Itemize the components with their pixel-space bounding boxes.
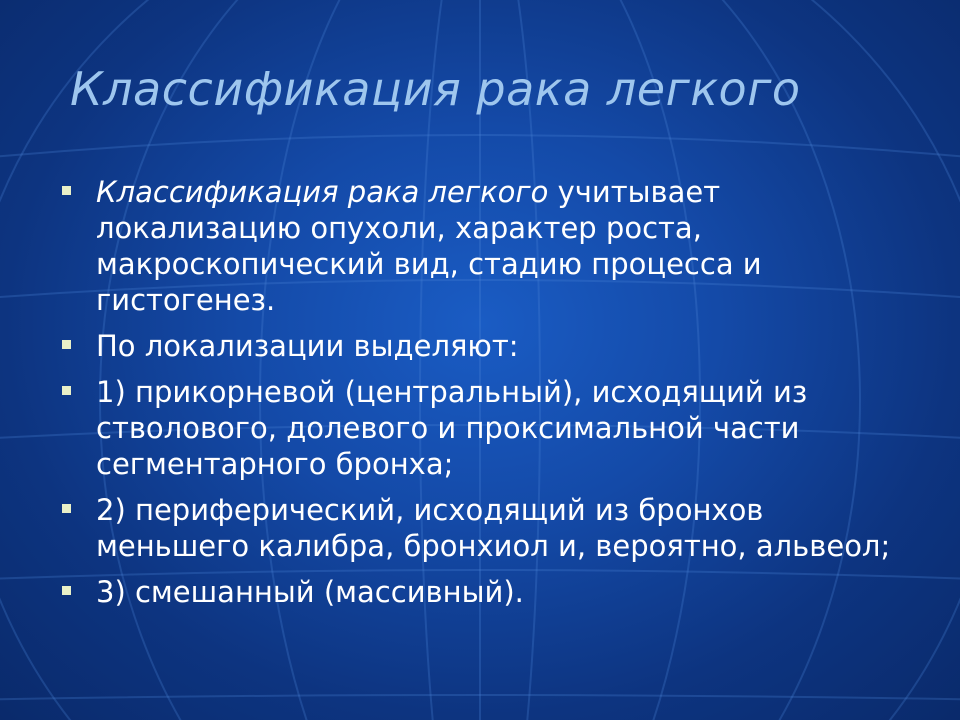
list-item: [58, 492, 918, 564]
item-text: учитывает локализацию опухоли, характер роста, макроскопический вид, стадию процесса и гистогенез.: [96, 175, 762, 317]
item-text: 2) периферический, исходящий из бронхов меньшего калибра, бронхиол и, вероятно, альвеол;: [96, 493, 891, 563]
square-bullet-icon: [62, 386, 71, 395]
list-item: [58, 328, 918, 364]
square-bullet-icon: [62, 340, 71, 349]
item-text: 3) смешанный (массивный).: [96, 575, 524, 609]
square-bullet-icon: [62, 186, 71, 195]
item-text: 1) прикорневой (центральный), исходящий из стволового, долевого и проксимальной части сегментарного бронха;: [96, 375, 808, 481]
item-text: По локализации выделяют:: [96, 329, 519, 363]
list-item: [58, 374, 918, 482]
square-bullet-icon: [62, 504, 71, 513]
square-bullet-icon: [62, 586, 71, 595]
list-item: [58, 174, 918, 318]
item-lead-italic: Классификация рака легкого: [96, 175, 549, 209]
bullet-list: [58, 174, 918, 620]
list-item: [58, 574, 918, 610]
slide-title: Классификация рака легкого: [70, 62, 801, 116]
